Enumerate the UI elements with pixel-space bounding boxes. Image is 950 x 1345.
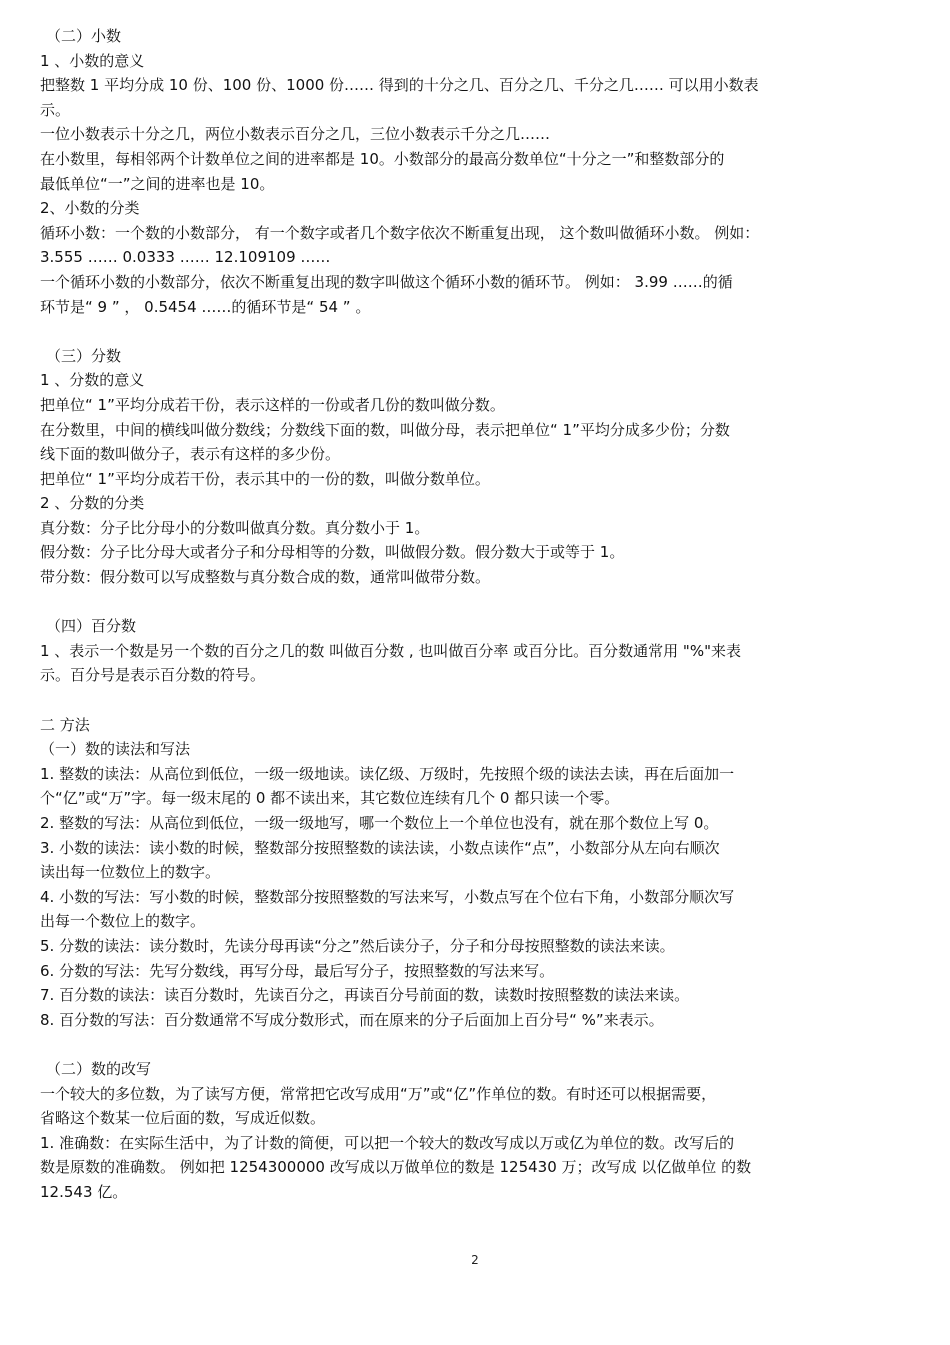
- text-line: 5. 分数的读法：读分数时，先读分母再读“分之”然后读分子，分子和分母按照整数的读法来读。: [40, 936, 675, 955]
- section-spacer: [40, 1032, 924, 1057]
- text-line: 省略这个数某一位后面的数，写成近似数。: [40, 1109, 326, 1128]
- text-line: 循环小数：一个数的小数部分， 有一个数字或者几个数字依次不断重复出现， 这个数叫做循环小数。 例如：: [40, 223, 760, 242]
- text-line: 在分数里，中间的横线叫做分数线；分数线下面的数，叫做分母，表示把单位“ 1”平均分成多少份；分数: [40, 420, 730, 439]
- section-spacer: [40, 319, 924, 344]
- text-line: 7. 百分数的读法：读百分数时，先读百分之，再读百分号前面的数，读数时按照整数的读法来读。: [40, 986, 690, 1005]
- text-line: 2. 整数的写法：从高位到低位，一级一级地写，哪一个数位上一个单位也没有，就在那个数位上写 0。: [40, 814, 719, 832]
- section-spacer: [40, 590, 924, 615]
- text-line: 3. 小数的读法：读小数的时候，整数部分按照整数的读法读，小数点读作“点”，小数部分从左向右顺次: [40, 838, 720, 857]
- text-line: 把整数 1 平均分成 10 份、100 份、1000 份…… 得到的十分之几、百分之几、千分之几…… 可以用小数表: [40, 76, 759, 95]
- text-line: 2、小数的分类: [40, 199, 140, 218]
- text-line: 真分数：分子比分母小的分数叫做真分数。真分数小于 1。: [40, 518, 430, 537]
- text-line: 把单位“ 1”平均分成若干份，表示其中的一份的数，叫做分数单位。: [40, 469, 490, 488]
- text-line: 12.543 亿。: [40, 1182, 128, 1201]
- text-line: 一个较大的多位数，为了读写方便，常常把它改写成用“万”或“亿”作单位的数。有时还可以根据需要，: [40, 1084, 717, 1103]
- section-title: （二）数的改写: [46, 1059, 152, 1078]
- text-line: 6. 分数的写法：先写分数线，再写分母，最后写分子，按照整数的写法来写。: [40, 961, 555, 980]
- text-line: 把单位“ 1”平均分成若干份，表示这样的一份或者几份的数叫做分数。: [40, 395, 505, 414]
- text-line: 最低单位“一”之间的进率也是 10。: [40, 174, 275, 193]
- text-line: 线下面的数叫做分子，表示有这样的多少份。: [40, 445, 341, 464]
- text-line: 1 、分数的意义: [40, 371, 145, 390]
- section-title: （二）小数: [46, 27, 122, 45]
- text-line: 1. 整数的读法：从高位到低位，一级一级地读。读亿级、万级时，先按照个级的读法去读，再在后面加一: [40, 764, 735, 783]
- text-line: 一位小数表示十分之几，两位小数表示百分之几，三位小数表示千分之几……: [40, 125, 551, 144]
- section-title: （三）分数: [46, 346, 122, 365]
- text-line: 一个循环小数的小数部分，依次不断重复出现的数字叫做这个循环小数的循环节。 例如： 3.99 ……的循: [40, 272, 733, 291]
- text-line: 1. 准确数：在实际生活中，为了计数的简便，可以把一个较大的数改写成以万或亿为单位的数。改写后的: [40, 1133, 735, 1152]
- text-line: 示。百分号是表示百分数的符号。: [40, 666, 266, 685]
- text-line: 个“亿”或“万”字。每一级末尾的 0 都不读出来，其它数位连续有几个 0 都只读一个零。: [40, 789, 620, 808]
- text-line: 1 、表示一个数是另一个数的百分之几的数 叫做百分数 , 也叫做百分率 或百分比。百分数通常用 "%"来表: [40, 641, 741, 660]
- text-line: 读出每一位数位上的数字。: [40, 863, 221, 882]
- text-line: 环节是“ 9 ” ， 0.5454 ……的循环节是“ 54 ” 。: [40, 297, 371, 316]
- text-line: 出每一个数位上的数字。: [40, 912, 206, 931]
- text-line: 在小数里，每相邻两个计数单位之间的进率都是 10。小数部分的最高分数单位“十分之一”和整数部分的: [40, 149, 725, 168]
- section-spacer: [40, 688, 924, 713]
- text-line: 3.555 …… 0.0333 …… 12.109109 ……: [40, 248, 331, 267]
- text-line: 带分数：假分数可以写成整数与真分数合成的数，通常叫做带分数。: [40, 568, 491, 587]
- page-number: 2: [471, 1253, 479, 1267]
- text-line: 4. 小数的写法：写小数的时候，整数部分按照整数的写法来写，小数点写在个位右下角，小数部分顺次写: [40, 887, 735, 906]
- text-line: 假分数：分子比分母大或者分子和分母相等的分数，叫做假分数。假分数大于或等于 1。: [40, 543, 625, 562]
- text-line: 数是原数的准确数。 例如把 1254300000 改写成以万做单位的数是 125430 万；改写成 以亿做单位 的数: [40, 1158, 752, 1177]
- section-title: 二 方法: [40, 715, 90, 734]
- section-title: （四）百分数: [46, 617, 137, 636]
- text-line: 1 、小数的意义: [40, 51, 145, 70]
- text-line: 2 、分数的分类: [40, 494, 145, 513]
- text-line: 示。: [40, 100, 71, 119]
- text-line: 8. 百分数的写法：百分数通常不写成分数形式，而在原来的分子后面加上百分号“ %”来表示。: [40, 1010, 664, 1029]
- text-line: （一）数的读法和写法: [40, 740, 191, 759]
- document-page: [40, 24, 924, 1205]
